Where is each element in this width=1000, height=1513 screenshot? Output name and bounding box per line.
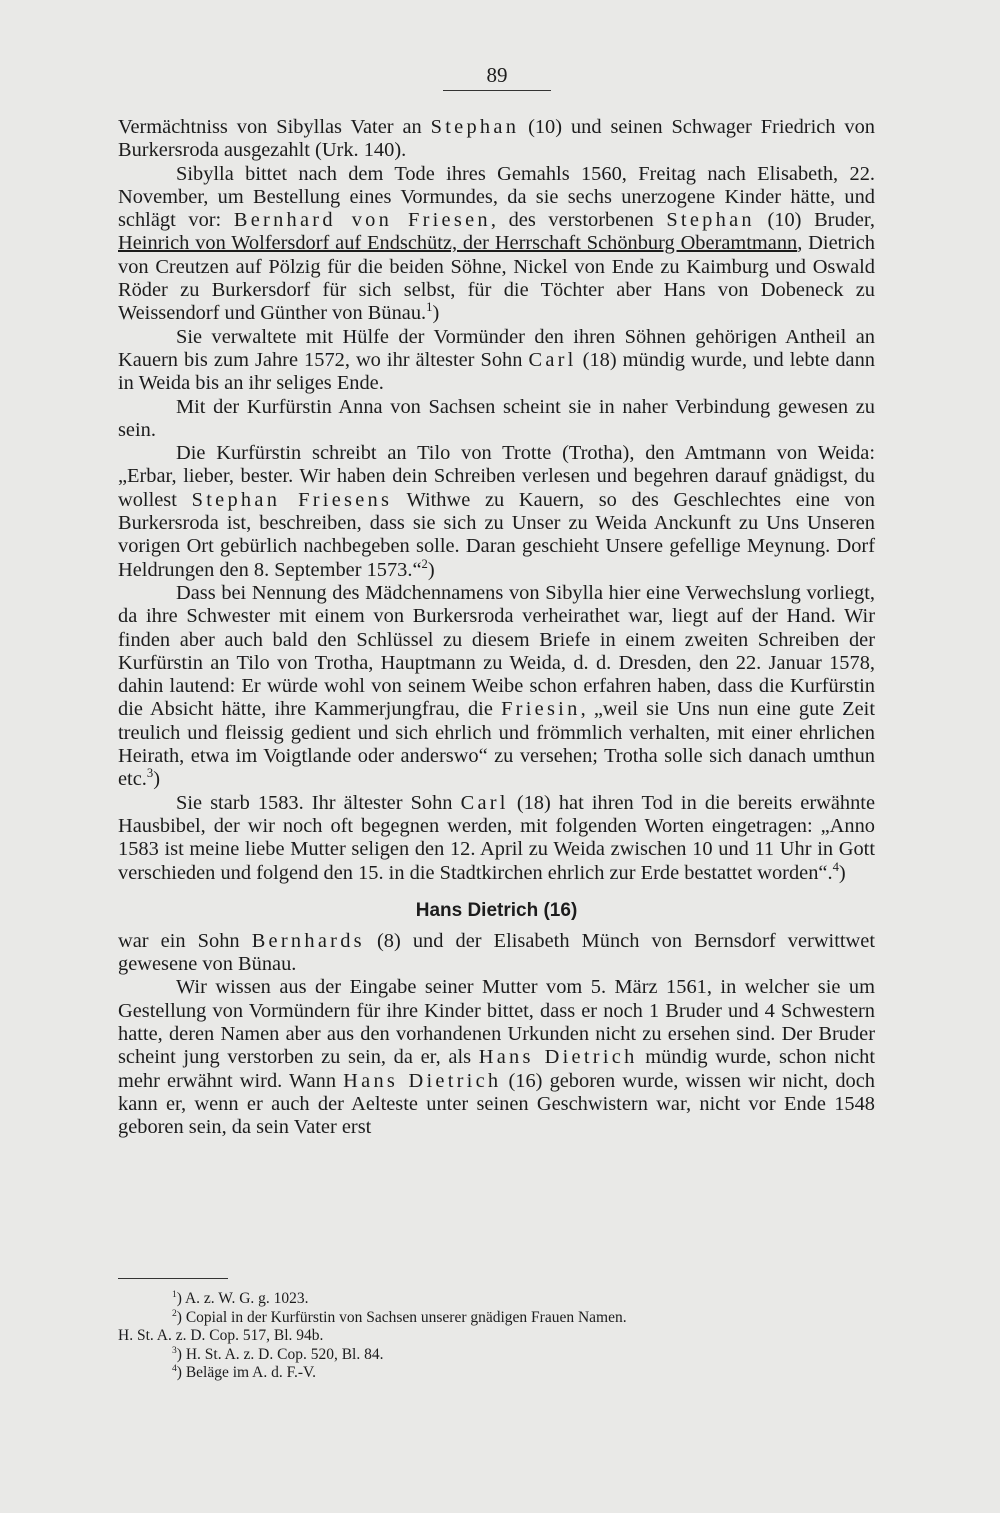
footnote-text: ) A. z. W. G. g. 1023. — [176, 1290, 309, 1307]
paragraphs-before-heading — [118, 116, 875, 885]
paragraph — [118, 116, 875, 163]
text-run: (8) und der Elisabeth Münch von Bernsdorf verwittwet gewesene von Bünau. — [118, 929, 875, 976]
spaced-name: Friesin — [501, 698, 581, 721]
footnote-marker: 2 — [421, 556, 428, 571]
text-run: , Dietrich von Creutzen auf Pölzig für die beiden Söhne, Nickel von Ende zu Kaimburg und Oswald Röder zu Burkersdorf für sich selbst, für die Töchter aber Hans von Dobeneck zu Weissendorf und Günther von Bünau. — [118, 232, 875, 325]
text-run: , des verstorbenen — [490, 209, 667, 232]
footnote — [118, 1309, 875, 1328]
footnote-number: 3 — [172, 1344, 177, 1356]
footnote-number: 4 — [172, 1362, 177, 1374]
text-run: Sibylla bittet nach dem Tode ihres Gemahls 1560, Freitag nach Elisabeth, 22. November, um Bestellung eines Vormundes, da sie sechs unerzogene Kinder hätte, und schlägt vor: — [118, 162, 875, 232]
paragraph — [118, 930, 875, 977]
paragraph — [118, 163, 875, 326]
footnote-text: ) Beläge im A. d. F.-V. — [176, 1364, 317, 1381]
paragraph — [118, 792, 875, 885]
footnote-number: 1 — [172, 1288, 177, 1300]
text-run: ) — [838, 861, 846, 884]
text-run: Heinrich von Wolfersdorf auf Endschütz, der Herrschaft Schönburg Oberamtmann — [118, 232, 798, 255]
text-run: Withwe zu Kauern, so des Geschlechtes eine von Burkersroda ist, beschreiben, dass sie sich zu Unser zu Weida Anckunft zu Uns Unseren vorigen Ort gebürlich nachbegeben solle. Daran geschieht Unsere gefellige Meynung. Dorf Heldrungen den 8. September 1573.“ — [118, 488, 875, 581]
spaced-name: Stephan — [666, 209, 755, 232]
spaced-name: Hans Dietrich — [478, 1046, 638, 1069]
footnote-marker: 4 — [832, 859, 839, 874]
footnote — [118, 1346, 875, 1365]
text-run: Die Kurfürstin schreibt an Tilo von Trotte (Trotha), den Amtmann von Weida: „Erbar, lieber, bester. Wir haben dein Schreiben verlesen und begehren darauf gnädigst, du wollest — [118, 442, 875, 511]
body-text — [118, 116, 875, 1139]
footnote — [118, 1290, 875, 1309]
paragraph — [118, 442, 875, 582]
text-run: Sie starb 1583. Ihr ältester Sohn — [176, 791, 461, 814]
text-run: Sie verwaltete mit Hülfe der Vormünder den ihren Söhnen gehörigen Antheil an Kauern bis zum Jahre 1572, wo ihr ältester Sohn — [118, 325, 875, 371]
text-run: ) — [153, 768, 160, 791]
text-run: (18) mündig wurde, und lebte dann in Weida bis an ihr seliges Ende. — [118, 348, 875, 395]
spaced-name: Bernhard von Friesen — [233, 209, 491, 232]
text-run: Mit der Kurfürstin Anna von Sachsen scheint sie in naher Verbindung gewesen zu sein. — [118, 395, 875, 441]
paragraph — [118, 582, 875, 792]
footnotes — [118, 1290, 875, 1383]
text-run: (16) geboren wurde, wissen wir nicht, doch kann er, wenn er auch der Aelteste unter seinen Geschwistern war, nicht vor Ende 1548 geboren sein, da sein Vater erst — [118, 1069, 875, 1139]
text-run: Dass bei Nennung des Mädchennamens von Sibylla hier eine Verwechslung vorliegt, da ihre Schwester mit einem von Burkersroda verheirathet war, liegt auf der Hand. Wir finden aber auch bald den Schlüssel zu diesem Briefe in einem zweiten Schreiben der Kurfürstin an Tilo von Trotha, Hauptmann zu Weida, d. d. Dresden, den 22. Januar 1578, dahin lautend: Er würde wohl von seinem Weibe schon erfahren haben, dass die Kurfürstin die Absicht hätte, ihre Kammerjungfrau, die — [118, 581, 875, 721]
text-run: mündig wurde, schon nicht mehr erwähnt wird. Wann — [118, 1046, 875, 1092]
paragraphs-after-heading — [118, 930, 875, 1140]
spaced-name: Stephan Friesens — [191, 488, 393, 511]
spaced-name: Stephan — [430, 116, 520, 138]
text-run: Wir wissen aus der Eingabe seiner Mutter vom 5. März 1561, in welcher sie um Gestellung von Vormündern für ihre Kinder bittet, dass er noch 1 Bruder und 4 Schwestern hatte, deren Namen aber aus den vorhandenen Urkunden nicht zu ersehen sind. Der Bruder scheint jung verstorben zu sein, da er, als — [118, 976, 875, 1069]
paragraph — [118, 326, 875, 396]
footnote-number: 2 — [172, 1307, 177, 1319]
text-run: war ein Sohn — [118, 929, 252, 952]
paragraph — [118, 976, 875, 1139]
footnote-marker: 1 — [426, 300, 433, 315]
page-number: 89 — [443, 60, 551, 91]
footnote-text: H. St. A. z. D. Cop. 517, Bl. 94b. — [118, 1327, 324, 1344]
footnote-text: ) Copial in der Kurfürstin von Sachsen unserer gnädigen Frauen Namen. — [176, 1308, 627, 1326]
text-run: (10) Bruder, — [754, 209, 875, 232]
spaced-name: Hans Dietrich — [343, 1069, 502, 1092]
text-run: (18) hat ihren Tod in die bereits erwähnte Hausbibel, der wir noch oft begegnen werden, mit folgenden Worten eingetragen: „Anno 1583 ist meine liebe Mutter seligen den 12. April zu Weida zwischen 10 und 11 Uhr in Gott verschieden und folgend den 15. in die Stadtkirchen ehrlich zur Erde bestattet worden“. — [118, 791, 875, 884]
footnote-rule — [118, 1278, 228, 1279]
text-run: , „weil sie Uns nun eine gute Zeit treulich und fleissig gedient und sich ehrlich und frömmlich verhalten, mit einer ehrlichen Heirath, etwa im Voigtlande oder anderswo“ zu versehen; Trotha solle sich danach umthun etc. — [118, 698, 875, 791]
text-run: ) — [432, 302, 440, 325]
paragraph — [118, 396, 875, 443]
footnote-marker: 3 — [146, 766, 154, 781]
footnote-text: ) H. St. A. z. D. Cop. 520, Bl. 84. — [176, 1345, 384, 1363]
text-run: (10) und seinen Schwager Friedrich von Burkersroda ausgezahlt (Urk. 140). — [118, 116, 875, 162]
section-heading: Hans Dietrich (16) — [415, 899, 578, 921]
spaced-name: Carl — [460, 791, 509, 814]
text-run: Vermächtniss von Sibyllas Vater an — [118, 116, 431, 138]
spaced-name: Carl — [528, 348, 577, 371]
spaced-name: Bernhards — [251, 929, 365, 952]
footnote — [118, 1364, 875, 1383]
text-run: ) — [427, 558, 435, 581]
footnote — [118, 1327, 875, 1346]
